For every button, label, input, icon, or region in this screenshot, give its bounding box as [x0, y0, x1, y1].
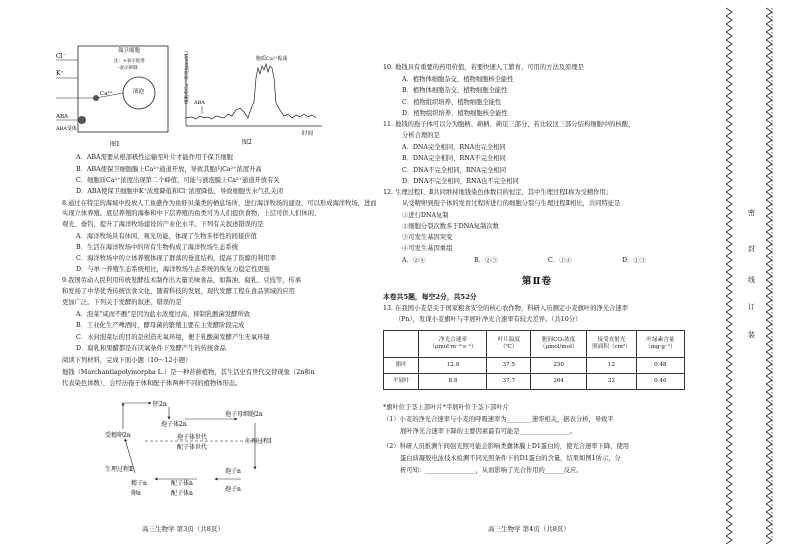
- q13-sub2-line3: 析可知：________________，从而影响了光合作用的______反应。: [400, 467, 583, 474]
- q13-sub1-line1: （1）小麦的净光合速率与小麦的呼吸速率为________速率相关，据表分析，导致平: [383, 416, 614, 423]
- fig2-caption: 图2: [242, 139, 252, 146]
- fig1-note-inhibit: -表示抑制: [118, 66, 138, 71]
- q7-option-d: D．ABA使保卫细胞中K⁺浓度降低和Cl⁻浓度降低，导致细胞失水气孔关闭: [76, 188, 283, 195]
- q12-item-1: ①进行DNA复制: [402, 212, 449, 219]
- q11-option-b: B．DNA完全相同，RNA不完全相同: [402, 155, 506, 162]
- q8-option-c: C．海洋牧场中的立体养殖体现了群落的垂直结构，提高了资源的利用率: [76, 255, 277, 262]
- binding-char-4: 订: [748, 303, 755, 311]
- table-header-cell: 胞间CO₂浓度 （μmol/mol）: [531, 331, 587, 358]
- q13-stem-2: （Pn），发现小麦旗叶与平展叶净光合速率有较大差异。（共10分）: [395, 316, 582, 323]
- binding-strip: [716, 0, 794, 550]
- q9-option-b: B．工业化生产啤酒时，酵母菌的繁殖主要在主发酵阶段完成: [76, 322, 245, 329]
- q13-sub1-line2: 展叶净光合速率下降的主要因素最有可能是________________。: [400, 428, 577, 435]
- q12-item-2: ②细胞分裂次数多于DNA复制次数: [402, 223, 499, 230]
- q8-option-a: A．海洋牧场具有休闲、观光功能，体现了生物多样性的间接价值: [76, 233, 257, 240]
- fig1-label-ca: Ca²⁺: [100, 91, 113, 97]
- table-header-row: [384, 331, 685, 358]
- q12-stem-2: 从受精卵到孢子体的发育过程所进行的细胞分裂与生理过程Ⅱ相比，共同特征是: [402, 200, 621, 207]
- q11-option-a: A．DNA完全相同，RNA也完全相同: [402, 144, 506, 151]
- fig1-label-aba: ABA: [56, 114, 68, 120]
- fig1-label-aba-receptor: ABA受体: [56, 126, 77, 132]
- cycle-spore-mother: 孢子母细胞2n: [225, 411, 263, 418]
- cycle-spore-b: 孢子n: [225, 486, 241, 493]
- read-intro-1: 阅读下列材料，完成下面小题（10～12小题）: [62, 357, 192, 364]
- cycle-sperm: 精子n: [131, 480, 147, 487]
- table-row: 平展叶 8.8 37.7 264 22 0.46: [384, 374, 685, 390]
- cycle-spore-a: 孢子n: [225, 468, 241, 475]
- cycle-process-1: 生理过程Ⅰ: [245, 438, 272, 445]
- q12-item-4: ④可发生基因重组: [402, 245, 453, 252]
- table-header-cell: 净光合速率 （μmol·m⁻²·s⁻¹）: [419, 331, 487, 358]
- q10-stem: 10. 地钱具有重要的药用价值，若要快速人工繁育，可用的方法及原理是: [383, 64, 584, 71]
- life-cycle-diagram: [105, 393, 305, 499]
- q8-option-d: D．与单一养殖生态系统相比，海洋牧场生态系统的恢复力稳定性更强: [76, 266, 270, 273]
- q9-stem-2: 和发扬了中华优秀传统饮食文化，随着科技的发展，现代发酵工程在食品领域的应用: [62, 288, 295, 295]
- q12-stem-1: 12. 生理过程Ⅰ、Ⅱ共同维持地钱染色体数目的恒定，其中生理过程Ⅰ称为受精作用；: [383, 189, 613, 196]
- binding-char-3: 线: [748, 276, 755, 284]
- q12-option-d: D．①③: [622, 257, 646, 264]
- q12-option-c: C．①④: [548, 257, 572, 264]
- cycle-sporophyte-gen: 孢子体世代: [177, 434, 208, 441]
- fig1-label-vacuole: 液泡: [133, 89, 145, 95]
- table-row: 旗叶 12.9 37.5 250 12 0.48: [384, 358, 685, 374]
- binding-char-5: 装: [748, 331, 755, 339]
- q9-stem-1: 9.我国劳动人民利用传统发酵技术制作出大量美味食品，如酱油、腐乳、豆豉等，传承: [62, 277, 301, 284]
- cycle-gametophyte-b: 配子体n: [171, 490, 193, 497]
- q8-option-b: B．生活在海洋牧场中的所有生物构成了海洋牧场生态系统: [76, 244, 239, 251]
- fig1-label-cl: Cl⁻: [56, 53, 66, 60]
- table-header-cell: [384, 331, 419, 358]
- q13-sub2-line2: 蛋白质凝胶电泳技术检测不同光照条件下的D1蛋白的含量，结果如图1所示，分: [400, 455, 621, 462]
- fig2-ylabel: 细胞质Ca²⁺浓度(μmol/L): [185, 50, 190, 104]
- fig2-aba-label: ABA: [194, 100, 205, 106]
- cycle-gametophyte-a: 配子体n: [171, 480, 193, 487]
- table-header-cell: 叶绿素含量 （mg·g⁻¹）: [636, 331, 684, 358]
- q13-stem-1: 13. 在我国小麦是关于国家粮食安全的核心农作物，科研人员测定小麦旗叶的净光合速率: [383, 305, 629, 312]
- footer-left: 高三生物学 第3页（共8页）: [142, 525, 224, 533]
- q8-stem-3: 观光、垂钓，提升了海洋牧场建设的产业化水平。下列有关叙述错误的是: [62, 221, 264, 228]
- q10-option-c: C．植物组织培养、植物细胞全能性: [402, 99, 502, 106]
- cycle-egg: 卵n: [131, 490, 141, 497]
- section2-title: 第Ⅱ卷: [522, 276, 553, 287]
- q9-option-a: A．泡菜"咸而不酸"是因为盐水浓度过高，抑制乳酸菌发酵所致: [76, 311, 251, 318]
- binding-char-2: 封: [748, 245, 755, 253]
- read-intro-2: 地钱（Marchantiapolymorpha L.）是一种苔藓植物，其生活史有世代交替现象（2n和n: [62, 369, 315, 376]
- q12-option-a: A．②④: [402, 257, 426, 264]
- table-header-cell: 叶片温度 （℃）: [487, 331, 531, 358]
- binding-char-1: 密: [748, 209, 755, 217]
- cycle-process-2: 生理过程Ⅱ: [105, 466, 134, 473]
- q13-note: *旗叶位于茎上部叶片*平展叶位于茎下部叶片: [383, 404, 509, 411]
- fig2-xlabel: 时间: [302, 131, 314, 137]
- q13-table: [383, 330, 685, 390]
- fig1-caption: 图1: [110, 141, 120, 148]
- table-header-cell: 接受直射光 照面积（cm²）: [587, 331, 637, 358]
- q12-item-3: ③可发生基因突变: [402, 234, 453, 241]
- fig1-label-k: K⁺: [56, 70, 64, 77]
- q10-option-d: D．植物组织培养、植物细胞核全能性: [402, 110, 508, 117]
- cycle-embryo: 胚2n: [153, 401, 167, 408]
- read-intro-3: 代表染色体数），会经历孢子体和配子体两种不同的植物体形态。: [62, 380, 242, 387]
- q11-option-d: D．DNA不完全相同，RNA也不完全相同: [402, 178, 519, 185]
- fig2-peak-label: 胞质Ca²⁺振荡: [256, 56, 288, 62]
- q11-stem-2: 分析合理的是: [402, 132, 440, 139]
- q9-option-d: D．腐乳和果醋都是在厌氧条件下发酵产生的传统食品: [76, 345, 226, 352]
- cycle-gametophyte-gen: 配子体世代: [177, 444, 208, 451]
- q11-stem-1: 11. 地钱的孢子体可以分为胞柄、蒴柄、蒴足三部分，若比较这三部分结构细胞中的核酸，: [383, 121, 635, 128]
- q11-option-c: C．DNA不完全相同，RNA完全相同: [402, 167, 506, 174]
- q9-option-c: C．水封泡菜坛的目的是创造无氧环境，便于乳酸菌发酵产生无氧环境: [76, 334, 270, 341]
- q9-stem-3: 更加广泛。下列关于发酵的叙述，错误的是: [62, 299, 182, 306]
- q7-option-b: B．ABA使保卫细胞膜上Ca²⁺通道开放，导致其胞内Ca²⁺浓度升高: [76, 166, 262, 173]
- q10-option-b: B．植物体细胞杂交、植物细胞全能性: [402, 87, 508, 94]
- cycle-zygote: 受精卵2n: [105, 432, 131, 439]
- fig1-label-guard-cell: 保卫细胞: [118, 48, 141, 54]
- q7-option-c: C．细胞质Ca²⁺浓度出现第二个峰值，可能与液泡膜上Ca²⁺通道开放有关: [76, 177, 280, 184]
- q13-sub2-line1: （2）科研人员推测午间强光照可能会影响类囊体膜上D1蛋白的，使光合速率下降，使用: [383, 443, 630, 450]
- fig2-chart: [172, 48, 322, 148]
- q8-stem-2: 实现立体养殖。底层养殖的海参和中下层养殖的鱼类可为人们提供食物，上层可供人们休闲、: [62, 210, 321, 217]
- fig1-diagram: [56, 38, 176, 150]
- q12-option-b: B．②③: [474, 257, 498, 264]
- q8-stem-1: 8.通过在特定的海域中投放人工鱼礁作为鱼虾贝藻类的栖息场所，进行海洋牧场的建设，可以形成海洋牧场，进而: [62, 200, 377, 207]
- q10-option-a: A．植物体细胞杂交、植物细胞核全能性: [402, 76, 514, 83]
- footer-right: 高三生物学 第4页（共8页）: [488, 525, 570, 533]
- cycle-sporophyte: 孢子体2n: [161, 421, 187, 428]
- section2-subtitle: 本卷共5题，每空2分，共52分: [383, 293, 477, 301]
- q7-option-a: A．ABA需要从根部极性运输至叶片才能作用于保卫细胞: [76, 154, 233, 161]
- fig1-note-promote: 注：+表示促进: [114, 59, 145, 64]
